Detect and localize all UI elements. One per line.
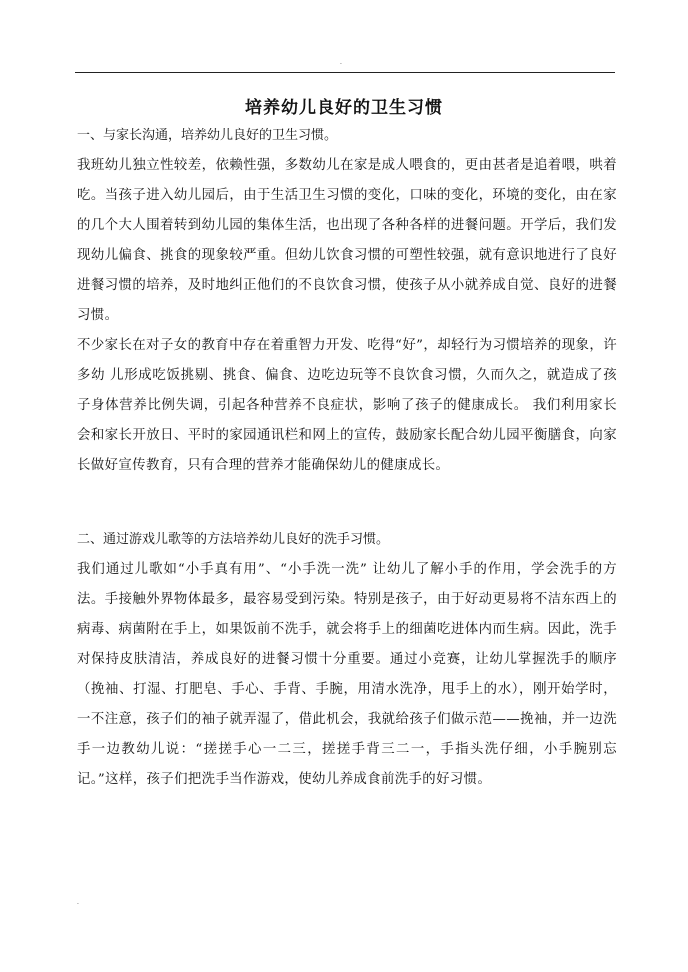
section-1-paragraph-1: 我班幼儿独立性较差，依赖性强，多数幼儿在家是成人喂食的，更由甚者是追着喂，哄着吃。当孩子进入幼儿园后，由于生活卫生习惯的变化，口味的变化，环境的变化，由在家的几个大人围着转到幼儿园的集体生活，也出现了各种各样的进餐问题。开学后，我们发现幼儿偏食、挑食的现象较严重。但幼儿饮食习惯的可塑性较强，就有意识地进行了良好进餐习惯的培养，及时地纠正他们的不良饮食习惯，使孩子从小就养成自觉、良好的进餐习惯。: [77, 158, 617, 323]
footer-mark: .: [77, 899, 79, 906]
section-1-heading: 一、与家长沟通，培养幼儿良好的卫生习惯。: [77, 128, 338, 143]
header-rule: [75, 72, 615, 73]
document-title: 培养幼儿良好的卫生习惯: [245, 98, 443, 119]
section-1-paragraph-2: 不少家长在对子女的教育中存在着重智力开发、吃得“好”，却轻行为习惯培养的现象，许多幼 儿形成吃饭挑剔、挑食、偏食、边吃边玩等不良饮食习惯，久而久之，就造成了孩子身体营养比例失调，引起各种营养不良症状，影响了孩子的健康成长。 我们利用家长会和家长开放日、平时的家园通讯栏和网上的宣传，鼓励家长配合幼儿园平衡膳食，向家长做好宣传教育，只有合理的营养才能确保幼儿的健康成长。: [77, 338, 617, 473]
section-2-heading: 二、通过游戏儿歌等的方法培养幼儿良好的洗手习惯。: [77, 532, 390, 547]
header-mark: .: [340, 59, 342, 66]
section-2-paragraph-1: 我们通过儿歌如“小手真有用”、“小手洗一洗” 让幼儿了解小手的作用，学会洗手的方法。手接触外界物体最多，最容易受到污染。特别是孩子，由于好动更易将不洁东西上的病毒、病菌附在手上，如果饭前不洗手，就会将手上的细菌吃进体内而生病。因此，洗手对保持皮肤清洁，养成良好的进餐习惯十分重要。通过小竞赛，让幼儿掌握洗手的顺序（挽袖、打湿、打肥皂、手心、手背、手腕，用清水洗净，甩手上的水），刚开始学时，一不注意，孩子们的袖子就弄湿了，借此机会，我就给孩子们做示范——挽袖，并一边洗手一边教幼儿说：“搓搓手心一二三，搓搓手背三二一，手指头洗仔细，小手腕别忘记。”这样，孩子们把洗手当作游戏，使幼儿养成食前洗手的好习惯。: [77, 562, 617, 787]
section-spacer: [77, 481, 617, 525]
document-body: [77, 121, 617, 795]
